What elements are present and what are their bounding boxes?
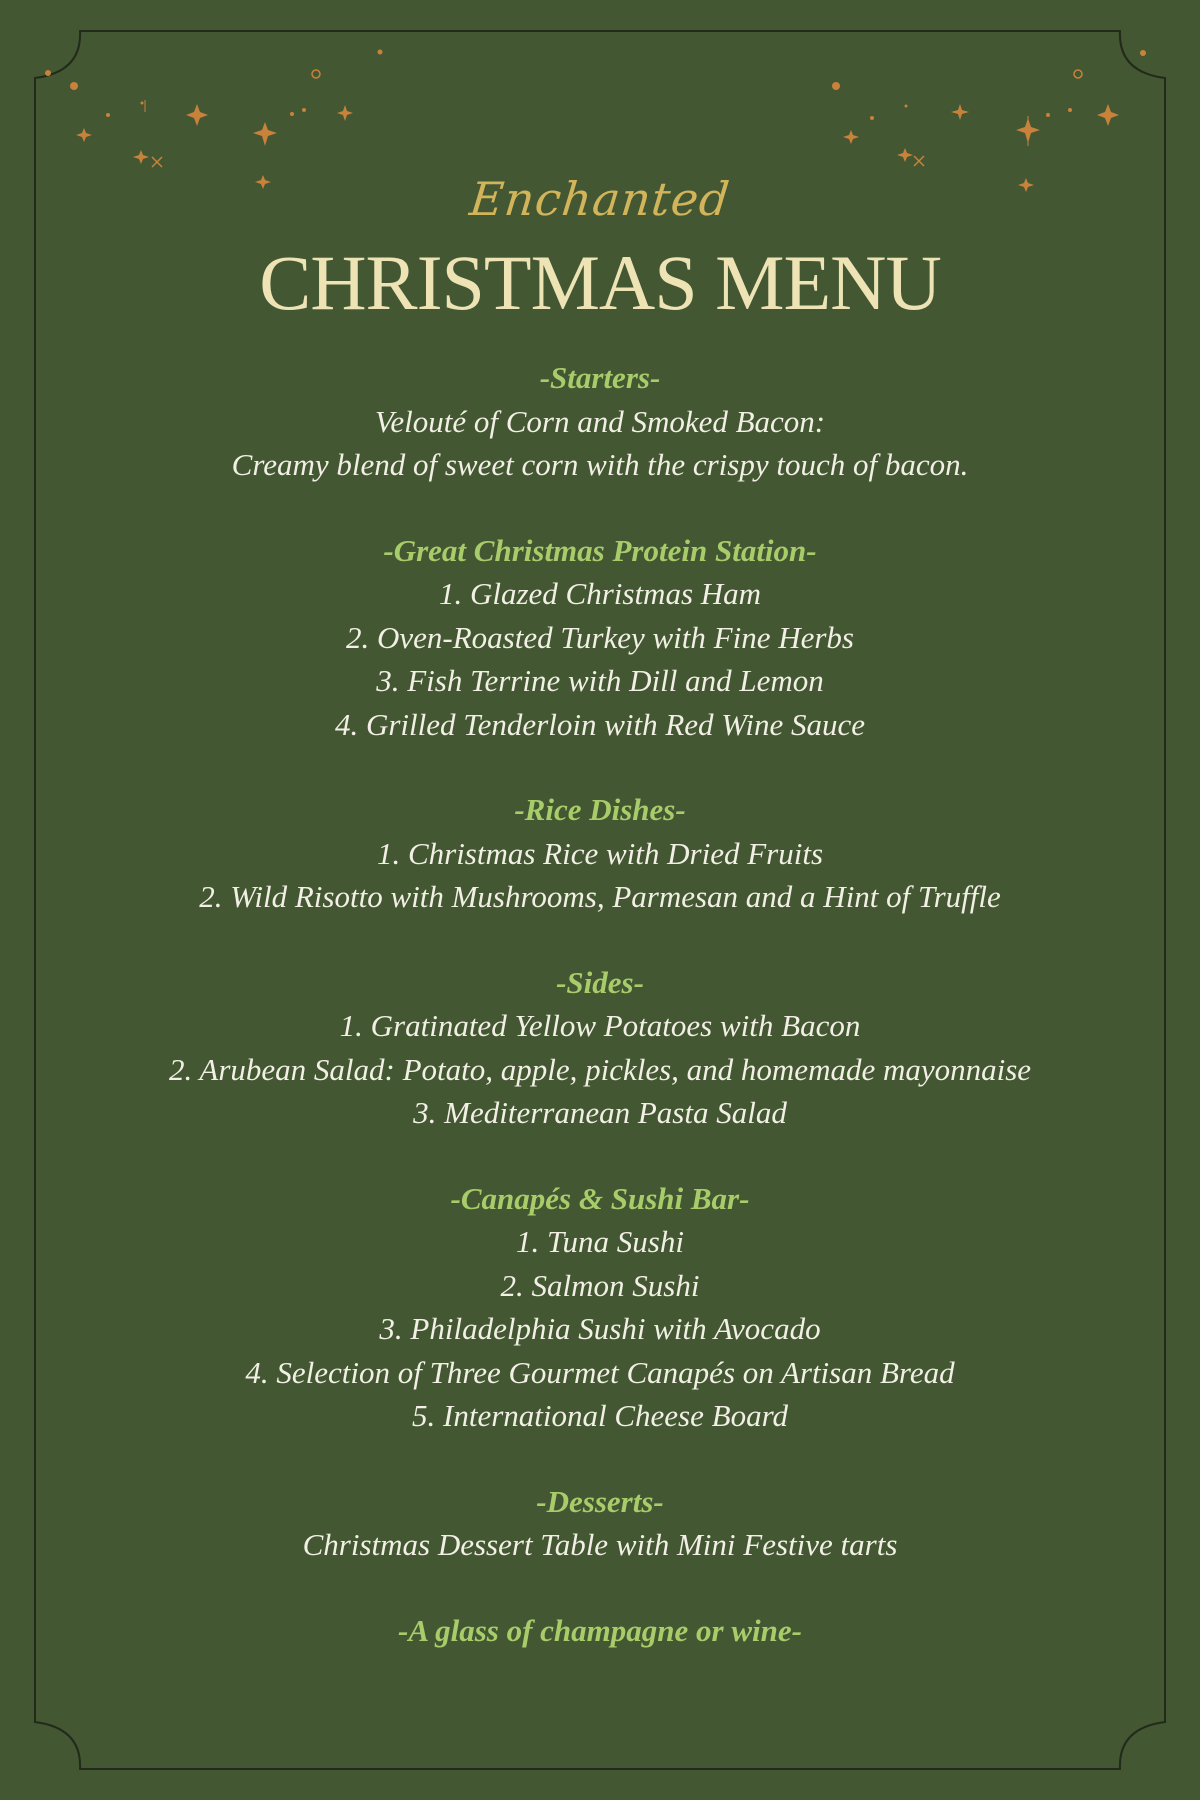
section-sides: [100, 961, 1100, 1135]
menu-item: 1. Gratinated Yellow Potatoes with Bacon: [339, 1008, 861, 1043]
sparkles-decoration: [0, 0, 1200, 200]
section-canapes-sushi: [100, 1177, 1100, 1438]
menu-item: Creamy blend of sweet corn with the crispy touch of bacon.: [231, 447, 969, 482]
section-title: -Sides-: [556, 964, 644, 1000]
menu-sections: [100, 356, 1100, 1652]
menu-item: Velouté of Corn and Smoked Bacon:: [374, 403, 826, 439]
section-title: -Starters-: [539, 360, 661, 395]
menu-main-title: CHRISTMAS MENU: [259, 239, 941, 326]
menu-item: 4. Grilled Tenderloin with Red Wine Sauce: [334, 706, 866, 742]
menu-item: 5. International Cheese Board: [412, 1398, 788, 1433]
menu-item: 1. Christmas Rice with Dried Fruits: [376, 835, 824, 871]
section-desserts: [100, 1480, 1100, 1567]
menu-item: 3. Mediterranean Pasta Salad: [413, 1095, 787, 1130]
menu-item: 2. Oven-Roasted Turkey with Fine Herbs: [346, 619, 854, 655]
menu-item: 1. Glazed Christmas Ham: [438, 576, 762, 611]
menu-item: 3. Fish Terrine with Dill and Lemon: [376, 663, 824, 698]
section-protein-station: [100, 529, 1100, 747]
section-title: -Canapés & Sushi Bar-: [450, 1180, 750, 1216]
section-rice-dishes: [100, 788, 1100, 919]
section-title: -Rice Dishes-: [514, 792, 686, 827]
menu-item: 3. Philadelphia Sushi with Avocado: [379, 1311, 821, 1346]
menu-item: 2. Wild Risotto with Mushrooms, Parmesan and a Hint of Truffle: [199, 879, 1001, 914]
menu-item: 2. Arubean Salad: Potato, apple, pickles, and homemade mayonnaise: [168, 1051, 1032, 1087]
section-starters: [100, 356, 1100, 487]
menu-item: 1. Tuna Sushi: [516, 1224, 684, 1259]
menu-item: 4. Selection of Three Gourmet Canapés on Artisan Bread: [245, 1354, 955, 1390]
menu-item: Christmas Dessert Table with Mini Festive tarts: [302, 1527, 898, 1562]
menu-item: 2. Salmon Sushi: [500, 1267, 700, 1303]
section-title: -Desserts-: [536, 1483, 664, 1519]
section-title: -Great Christmas Protein Station-: [383, 532, 817, 568]
menu-script-title: Enchanted: [467, 172, 733, 226]
closing-line: -A glass of champagne or wine-: [398, 1612, 802, 1648]
